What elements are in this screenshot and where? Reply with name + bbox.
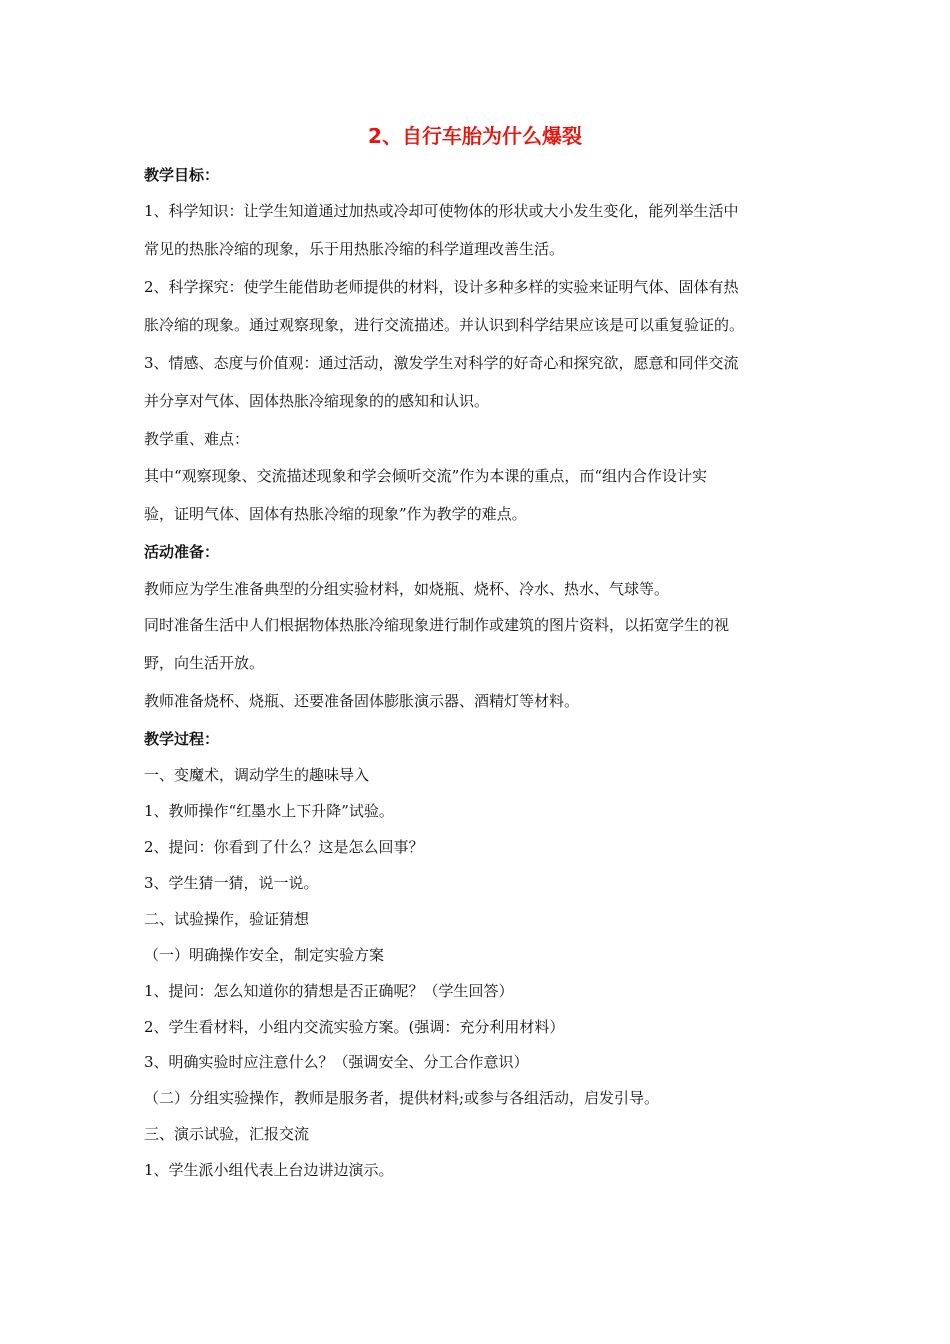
paragraph-line: 常见的热胀冷缩的现象，乐于用热胀冷缩的科学道理改善生活。 <box>144 240 565 258</box>
section-heading-preparation: 活动准备： <box>144 543 220 561</box>
paragraph-line: （一）明确操作安全，制定实验方案 <box>144 946 385 964</box>
paragraph-line: 一、变魔术，调动学生的趣味导入 <box>144 766 370 784</box>
paragraph-line: 2、科学探究：使学生能借助老师提供的材料，设计多种多样的实验来证明气体、固体有热 <box>144 278 739 296</box>
paragraph-line: 教师准备烧杯、烧瓶、还要准备固体膨胀演示器、酒精灯等材料。 <box>144 692 580 710</box>
section-heading-process: 教学过程： <box>144 730 220 748</box>
paragraph-line: 验，证明气体、固体有热胀冷缩的现象”作为教学的难点。 <box>144 505 527 523</box>
section-heading-objectives: 教学目标： <box>144 166 220 184</box>
paragraph-line: 1、科学知识：让学生知道通过加热或冷却可使物体的形状或大小发生变化，能列举生活中 <box>144 202 739 220</box>
paragraph-line: 1、提问：怎么知道你的猜想是否正确呢？（学生回答） <box>144 982 514 1000</box>
paragraph-line: 2、学生看材料，小组内交流实验方案。(强调：充分利用材料） <box>144 1018 565 1036</box>
paragraph-line: 教学重、难点： <box>144 430 250 448</box>
paragraph-line: 2、提问：你看到了什么？这是怎么回事？ <box>144 838 424 856</box>
paragraph-line: 并分享对气体、固体热胀冷缩现象的的感知和认识。 <box>144 392 490 410</box>
paragraph-line: 三、演示试验，汇报交流 <box>144 1125 310 1143</box>
paragraph-line: （二）分组实验操作，教师是服务者，提供材料;或参与各组活动，启发引导。 <box>144 1089 660 1107</box>
document-title: 2、自行车胎为什么爆裂 <box>368 124 582 148</box>
paragraph-line: 同时准备生活中人们根据物体热胀冷缩现象进行制作或建筑的图片资料，以拓宽学生的视 <box>144 616 730 634</box>
paragraph-line: 教师应为学生准备典型的分组实验材料，如烧瓶、烧杯、冷水、热水、气球等。 <box>144 580 670 598</box>
paragraph-line: 1、教师操作“红墨水上下升降”试验。 <box>144 802 394 820</box>
paragraph-line: 二、试验操作，验证猜想 <box>144 910 310 928</box>
paragraph-line: 胀冷缩的现象。通过观察现象，进行交流描述。并认识到科学结果应该是可以重复验证的。 <box>144 316 745 334</box>
paragraph-line: 野，向生活开放。 <box>144 654 265 672</box>
paragraph-line: 3、情感、态度与价值观：通过活动，激发学生对科学的好奇心和探究欲，愿意和同伴交流 <box>144 354 739 372</box>
paragraph-line: 1、学生派小组代表上台边讲边演示。 <box>144 1161 394 1179</box>
paragraph-line: 3、明确实验时应注意什么？（强调安全、分工合作意识） <box>144 1053 529 1071</box>
paragraph-line: 3、学生猜一猜，说一说。 <box>144 874 319 892</box>
paragraph-line: 其中“观察现象、交流描述现象和学会倾听交流”作为本课的重点，而“组内合作设计实 <box>144 467 708 485</box>
